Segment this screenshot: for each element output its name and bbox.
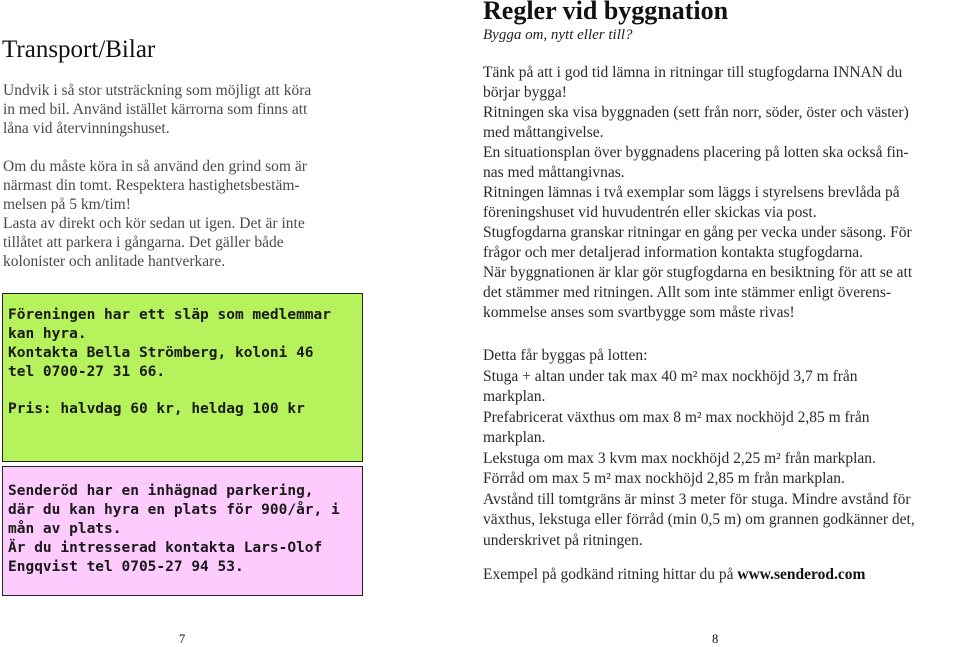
parking-box xyxy=(2,466,363,596)
transport-para-2 xyxy=(3,157,307,271)
left-page xyxy=(0,0,480,646)
text-line: Tänk på att i god tid lämna in ritningar till stugfogdarna INNAN du xyxy=(483,64,903,81)
building-rules-list xyxy=(483,63,912,323)
text-line: markplan. xyxy=(483,388,546,405)
text-line: börjar bygga! xyxy=(483,84,567,101)
text-line: kolonister och anlitade hantverkare. xyxy=(3,253,226,270)
text-line: Lasta av direkt och kör sedan ut igen. Det är inte xyxy=(3,215,305,232)
text-line: med måttangivelse. xyxy=(483,124,604,141)
text-line: underskrivet på ritningen. xyxy=(483,531,643,549)
allowed-heading: Detta får byggas på lotten: xyxy=(483,347,648,364)
text-line: växthus, lekstuga eller förråd (min 0,5 m) om grannen godkänner det, xyxy=(483,511,915,528)
text-line: kommelse anses som svartbygge som måste rivas! xyxy=(483,304,795,321)
building-rules-subtitle: Bygga om, nytt eller till? xyxy=(483,27,633,43)
text-line: När byggnationen är klar gör stugfogdarna en besiktning för att se att xyxy=(483,264,913,281)
text-line: Förråd om max 5 m² max nockhöjd 2,85 m från markplan. xyxy=(483,470,845,487)
text-line: närmast din tomt. Respektera hastighetsbestäm- xyxy=(3,177,300,194)
text-line: tillåtet att parkera i gångarna. Det gäller både xyxy=(3,234,284,251)
text-line: Ritningen lämnas i två exemplar som läggs i styrelsens brevlåda på xyxy=(483,184,900,201)
website-link[interactable]: www.senderod.com xyxy=(737,566,866,583)
text-line: det stämmer med ritningen. Allt som inte stämmer enligt överens- xyxy=(483,284,892,301)
transport-title: Transport/Bilar xyxy=(2,36,156,63)
text-line: föreningshuset vid huvudentrén eller skickas via post. xyxy=(483,204,817,221)
text-line: låna vid återvinningshuset. xyxy=(3,120,170,137)
text-line: Lekstuga om max 3 kvm max nockhöjd 2,25 m² från markplan. xyxy=(483,449,876,467)
text-line: markplan. xyxy=(483,429,546,446)
box-line: mån av plats. xyxy=(8,521,122,537)
text-line: Stuga + altan under tak max 40 m² max nockhöjd 3,7 m från xyxy=(483,367,858,385)
box-line: kan hyra. xyxy=(8,326,87,342)
text-line: frågor och mer detaljerad information kontakta stugfogdarna. xyxy=(483,244,864,261)
building-rules-title: Regler vid byggnation xyxy=(483,0,729,25)
text-line: Avstånd till tomtgräns är minst 3 meter för stuga. Mindre avstånd för xyxy=(483,490,911,508)
box-line: där du kan hyra en plats för 900/år, i xyxy=(8,502,340,518)
transport-para-1 xyxy=(3,81,311,138)
page-number-right: 8 xyxy=(712,632,719,646)
allowed-buildings-list xyxy=(483,346,915,551)
example-text: Exempel på godkänd ritning hittar du på xyxy=(483,566,734,583)
text-line: Om du måste köra in så använd den grind som är xyxy=(3,158,307,175)
example-drawing-note xyxy=(483,566,865,584)
page-number-left: 7 xyxy=(179,632,186,646)
trailer-rental-box xyxy=(2,293,363,462)
text-line: Undvik i så stor utsträckning som möjligt att köra xyxy=(3,82,312,99)
text-line: Stugfogdarna granskar ritningar en gång per vecka under säsong. För xyxy=(483,224,912,241)
box-line: Senderöd har en inhägnad parkering, xyxy=(8,483,314,499)
box-line: Engqvist tel 0705-27 94 53. xyxy=(8,559,244,575)
box-line: Kontakta Bella Strömberg, koloni 46 xyxy=(8,345,314,361)
text-line: in med bil. Använd istället kärrorna som finns att xyxy=(3,101,308,118)
text-line: En situationsplan över byggnadens placering på lotten ska också fin- xyxy=(483,144,909,161)
box-line: Är du intresserad kontakta Lars-Olof xyxy=(8,540,323,556)
text-line: Ritningen ska visa byggnaden (sett från norr, söder, öster och väster) xyxy=(483,104,909,121)
box-line: tel 0700-27 31 66. xyxy=(8,364,166,380)
right-page xyxy=(480,0,960,646)
text-line: melsen på 5 km/tim! xyxy=(3,196,131,213)
trailer-price: Pris: halvdag 60 kr, heldag 100 kr xyxy=(8,401,305,417)
text-line: nas med måttangivnas. xyxy=(483,164,625,181)
box-line: Föreningen har ett släp som medlemmar xyxy=(8,307,332,323)
text-line: Prefabricerat växthus om max 8 m² max nockhöjd 2,85 m från xyxy=(483,408,870,426)
